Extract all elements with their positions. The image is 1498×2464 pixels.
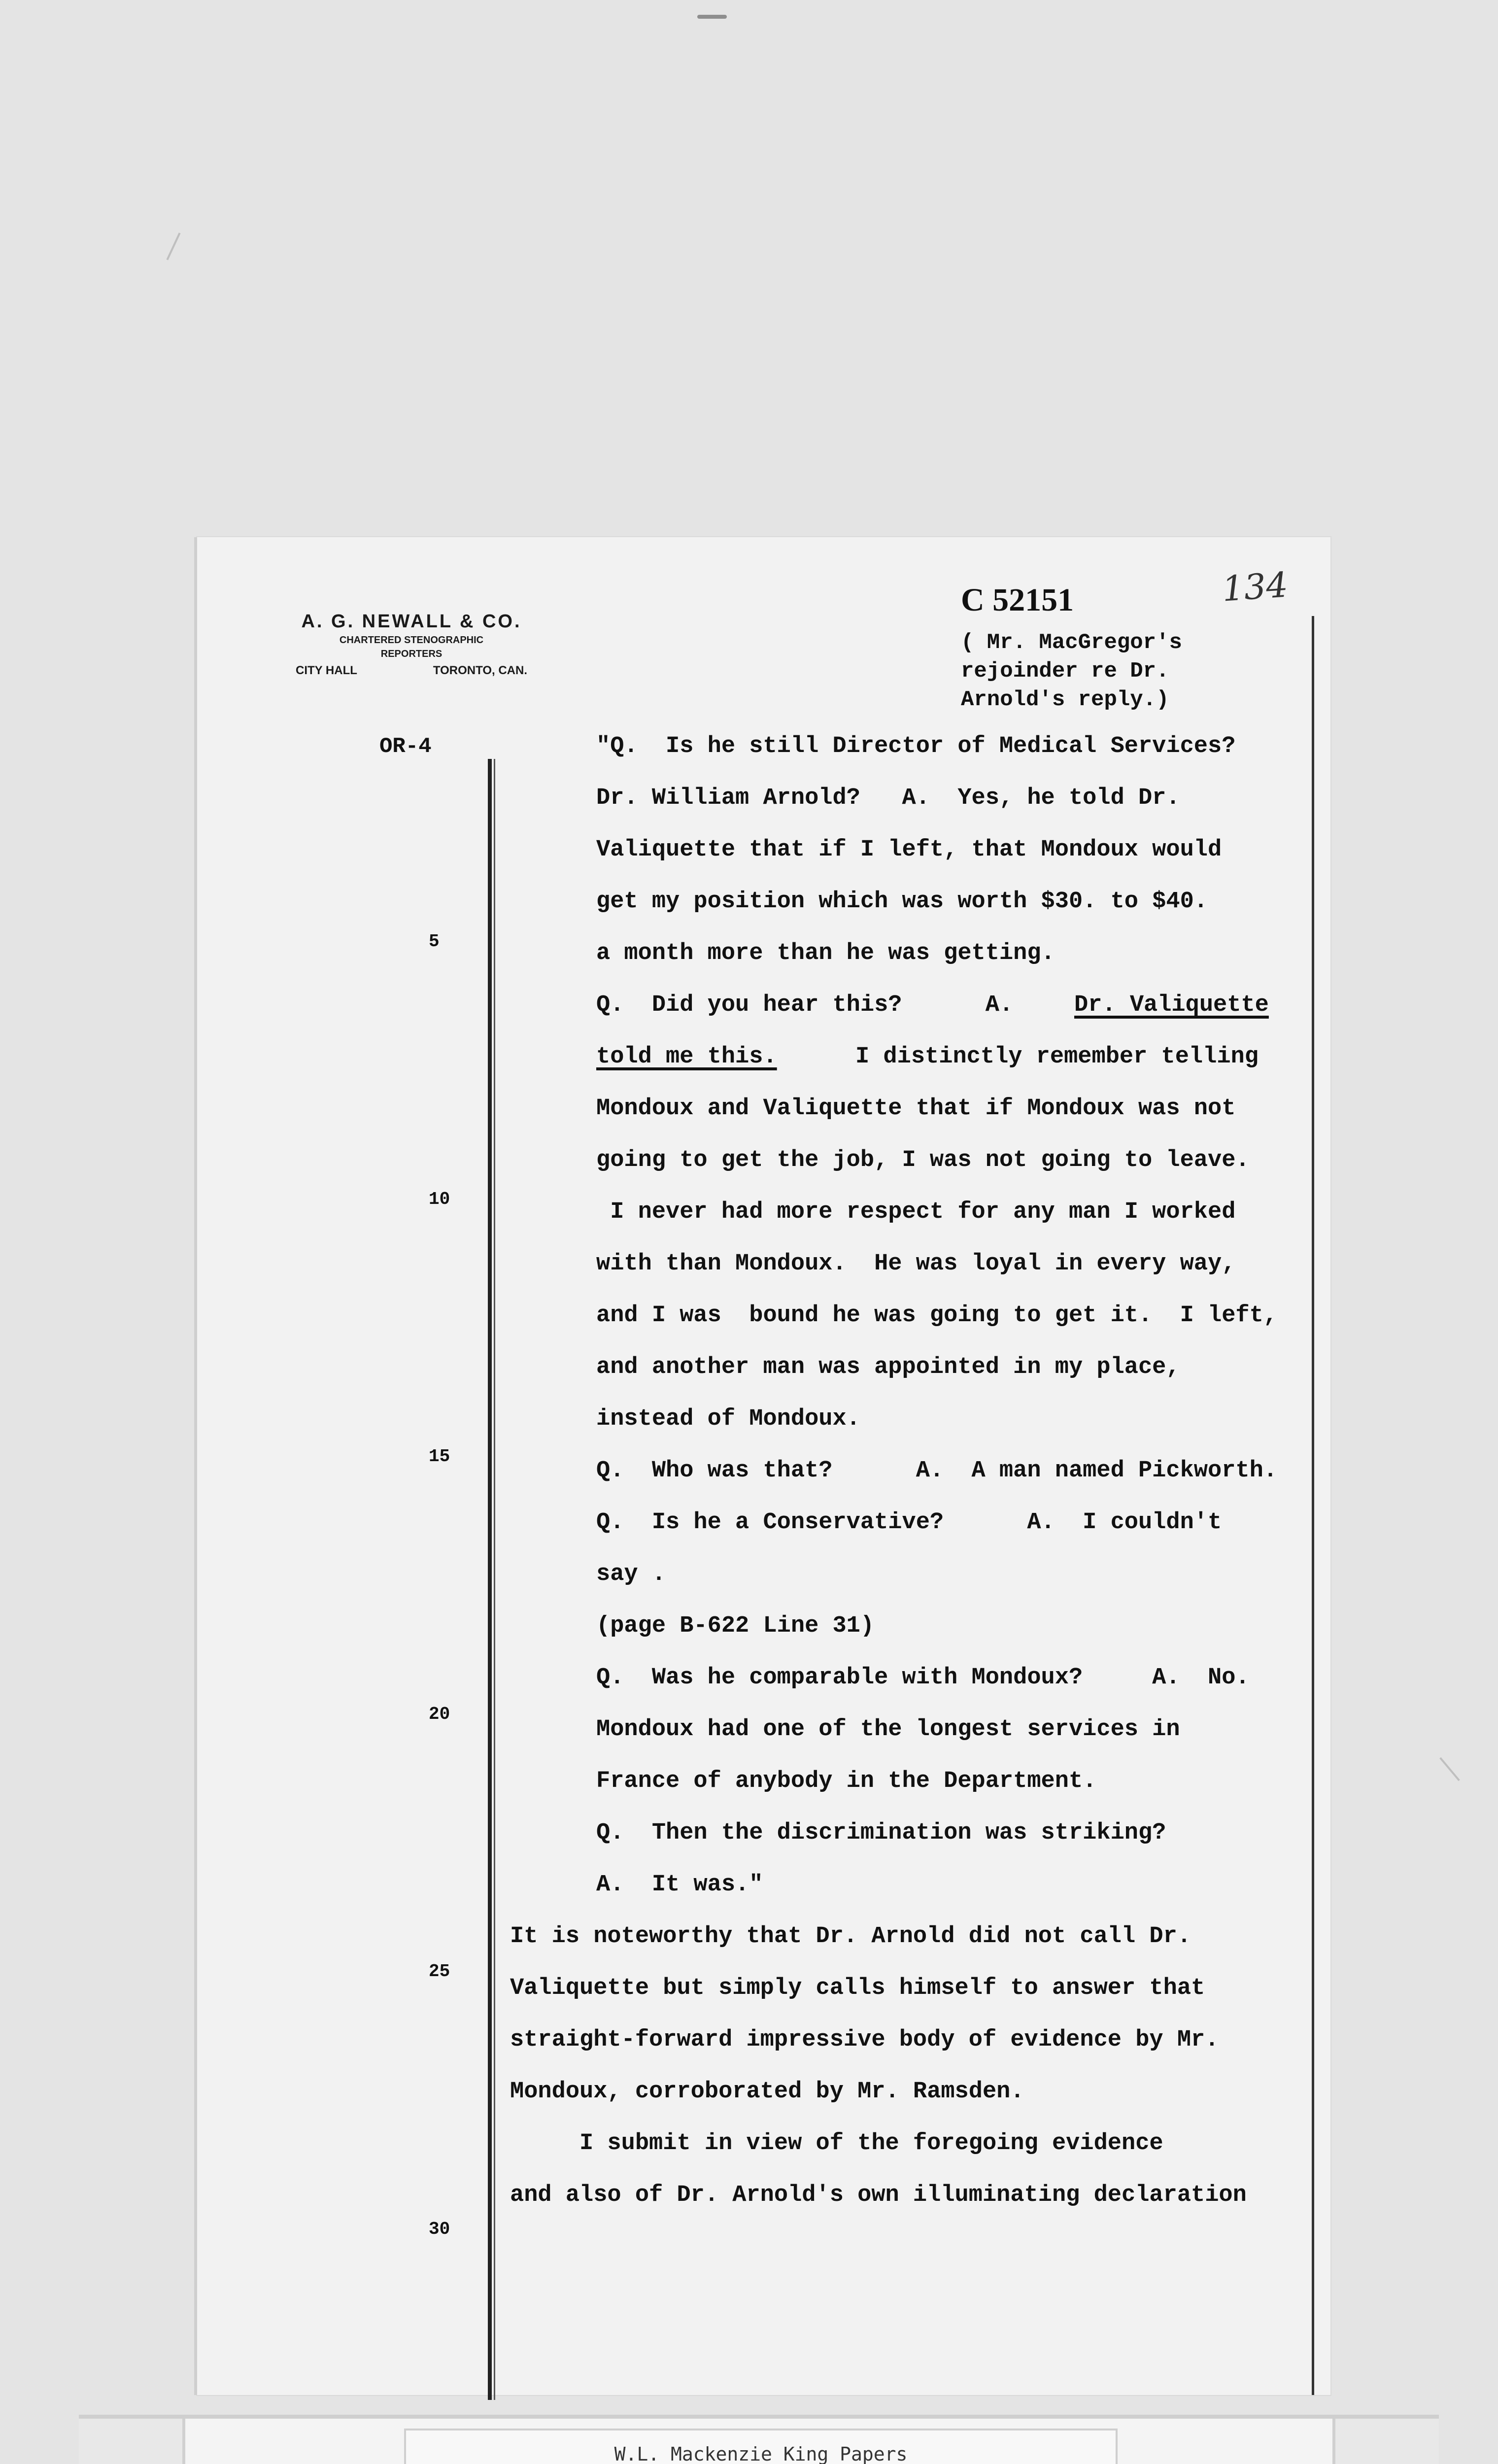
label-clip-left	[79, 2419, 185, 2464]
line-number: 10	[429, 1189, 450, 1209]
transcript-line: going to get the job, I was not going to leave.	[596, 1147, 1250, 1173]
transcript-line: I never had more respect for any man I worked	[596, 1199, 1236, 1225]
transcript-line: I submit in view of the foregoing evidence	[510, 2130, 1163, 2156]
line-number: 15	[429, 1446, 450, 1467]
transcript-line: Mondoux had one of the longest services in	[596, 1716, 1180, 1743]
scratch-mark	[167, 233, 181, 260]
archive-label	[79, 2415, 1439, 2464]
transcript-line: say .	[596, 1561, 666, 1587]
transcript-line: and I was bound he was going to get it. I left,	[596, 1302, 1278, 1329]
margin-rule-left-inner	[494, 759, 495, 2400]
scratch-mark	[1439, 1757, 1460, 1781]
letterhead-location-right: TORONTO, CAN.	[433, 664, 527, 677]
transcript-line: Q. Did you hear this? A.	[596, 992, 1041, 1018]
transcript-line: a month more than he was getting.	[596, 940, 1055, 966]
transcript-line: Q. Is he a Conservative? A. I couldn't	[596, 1509, 1222, 1536]
transcript-line: (page B-622 Line 31)	[596, 1613, 875, 1639]
page-reference: OR-4	[379, 734, 432, 759]
collection-title: W.L. Mackenzie King Papers	[614, 2443, 908, 2464]
transcript-line: and also of Dr. Arnold's own illuminating declaration	[510, 2182, 1247, 2208]
letterhead-location-left: CITY HALL	[296, 664, 357, 677]
transcript-line: Q. Was he comparable with Mondoux? A. No.	[596, 1665, 1250, 1691]
letterhead-location	[296, 664, 527, 678]
margin-rule-left	[488, 759, 492, 2400]
transcript-line: Valiquette that if I left, that Mondoux would	[596, 837, 1222, 863]
top-edge-mark	[697, 15, 727, 19]
transcript-line: I distinctly remember telling	[786, 1044, 1259, 1070]
letterhead-service-2: REPORTERS	[380, 649, 443, 659]
transcript-line: Valiquette but simply calls himself to answer that	[510, 1975, 1205, 2001]
transcript-line: with than Mondoux. He was loyal in every way,	[596, 1251, 1236, 1277]
transcript-page	[197, 537, 1330, 2395]
margin-rule-right	[1312, 616, 1314, 2395]
line-number: 25	[429, 1961, 450, 1982]
underlined-phrase: told me this.	[596, 1044, 777, 1070]
header-note: ( Mr. MacGregor's rejoinder re Dr. Arnold's reply.)	[961, 630, 1182, 712]
transcript-line: instead of Mondoux.	[596, 1406, 860, 1432]
label-clip-right	[1332, 2419, 1439, 2464]
document-number: C 52151	[961, 582, 1074, 618]
line-number: 30	[429, 2219, 450, 2239]
line-number: 5	[429, 931, 440, 952]
transcript-line: It is noteworthy that Dr. Arnold did not call Dr.	[510, 1923, 1192, 1950]
letterhead-company: A. G. NEWALL & CO.	[301, 611, 522, 632]
collection-box	[404, 2429, 1118, 2464]
transcript-line: get my position which was worth $30. to $40.	[596, 889, 1208, 915]
letterhead-service-1: CHARTERED STENOGRAPHIC	[339, 635, 484, 646]
transcript-line: straight-forward impressive body of evidence by Mr.	[510, 2027, 1219, 2053]
transcript-line: "Q. Is he still Director of Medical Services?	[596, 733, 1236, 759]
line-number: 20	[429, 1704, 450, 1724]
transcript-line: Q. Who was that? A. A man named Pickworth.	[596, 1458, 1278, 1484]
transcript-line: A. It was."	[596, 1872, 763, 1898]
letterhead	[296, 611, 527, 678]
handwritten-page-number: 134	[1221, 564, 1290, 610]
transcript-line: Dr. William Arnold? A. Yes, he told Dr.	[596, 785, 1180, 811]
underlined-phrase: Dr. Valiquette	[1074, 992, 1269, 1018]
transcript-line: Mondoux and Valiquette that if Mondoux was not	[596, 1095, 1236, 1122]
transcript-line: France of anybody in the Department.	[596, 1768, 1097, 1794]
transcript-line: and another man was appointed in my place,	[596, 1354, 1180, 1380]
transcript-line: Mondoux, corroborated by Mr. Ramsden.	[510, 2079, 1024, 2105]
transcript-line: Q. Then the discrimination was striking?	[596, 1820, 1166, 1846]
